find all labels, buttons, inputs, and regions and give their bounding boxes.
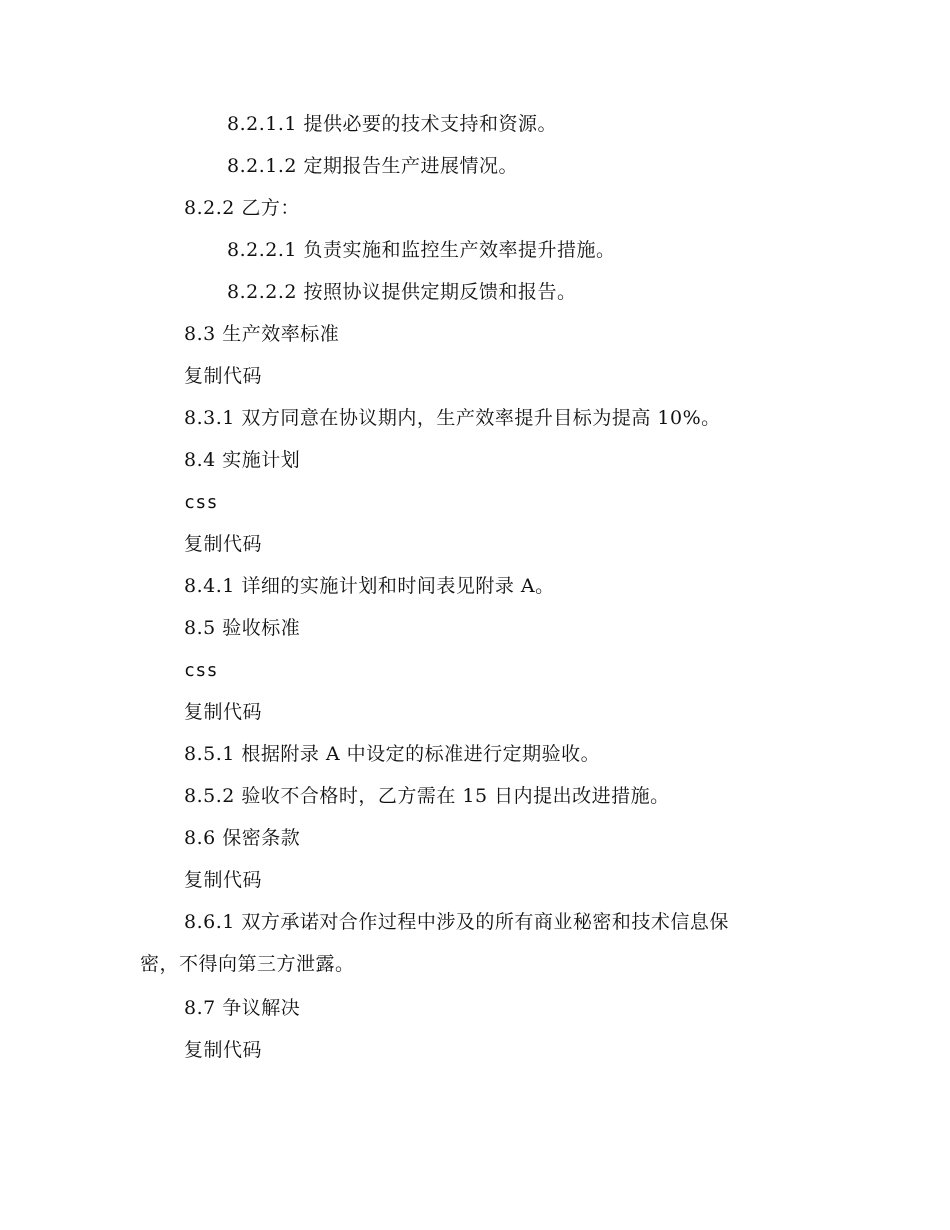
copy-code-label: 复制代码 (184, 869, 263, 891)
copy-code-label: 复制代码 (184, 365, 263, 387)
copy-code-label: 复制代码 (184, 533, 263, 555)
clause-8-4-1: 8.4.1 详细的实施计划和时间表见附录 A。 (184, 575, 555, 597)
code-language-label: css (184, 492, 219, 513)
clause-8-2-2-2: 8.2.2.2 按照协议提供定期反馈和报告。 (227, 281, 577, 303)
clause-8-2-2: 8.2.2 乙方： (184, 197, 300, 219)
copy-code-label: 复制代码 (184, 1039, 263, 1061)
clause-8-2-2-1: 8.2.2.1 负责实施和监控生产效率提升措施。 (227, 239, 616, 261)
clause-8-2-1-1: 8.2.1.1 提供必要的技术支持和资源。 (227, 113, 558, 135)
code-language-label: css (184, 660, 219, 681)
clause-8-5-1: 8.5.1 根据附录 A 中设定的标准进行定期验收。 (184, 743, 601, 765)
section-heading-8-7: 8.7 争议解决 (184, 997, 301, 1019)
clause-8-6-1-continuation: 密，不得向第三方泄露。 (140, 953, 355, 975)
copy-code-label: 复制代码 (184, 701, 263, 723)
section-heading-8-3: 8.3 生产效率标准 (184, 323, 340, 345)
section-heading-8-6: 8.6 保密条款 (184, 827, 301, 849)
section-heading-8-4: 8.4 实施计划 (184, 449, 301, 471)
clause-8-5-2: 8.5.2 验收不合格时，乙方需在 15 日内提出改进措施。 (184, 785, 670, 807)
section-heading-8-5: 8.5 验收标准 (184, 617, 301, 639)
clause-8-3-1: 8.3.1 双方同意在协议期内，生产效率提升目标为提高 10%。 (184, 407, 721, 429)
clause-8-2-1-2: 8.2.1.2 定期报告生产进展情况。 (227, 155, 519, 177)
clause-8-6-1: 8.6.1 双方承诺对合作过程中涉及的所有商业秘密和技术信息保 (184, 911, 729, 933)
